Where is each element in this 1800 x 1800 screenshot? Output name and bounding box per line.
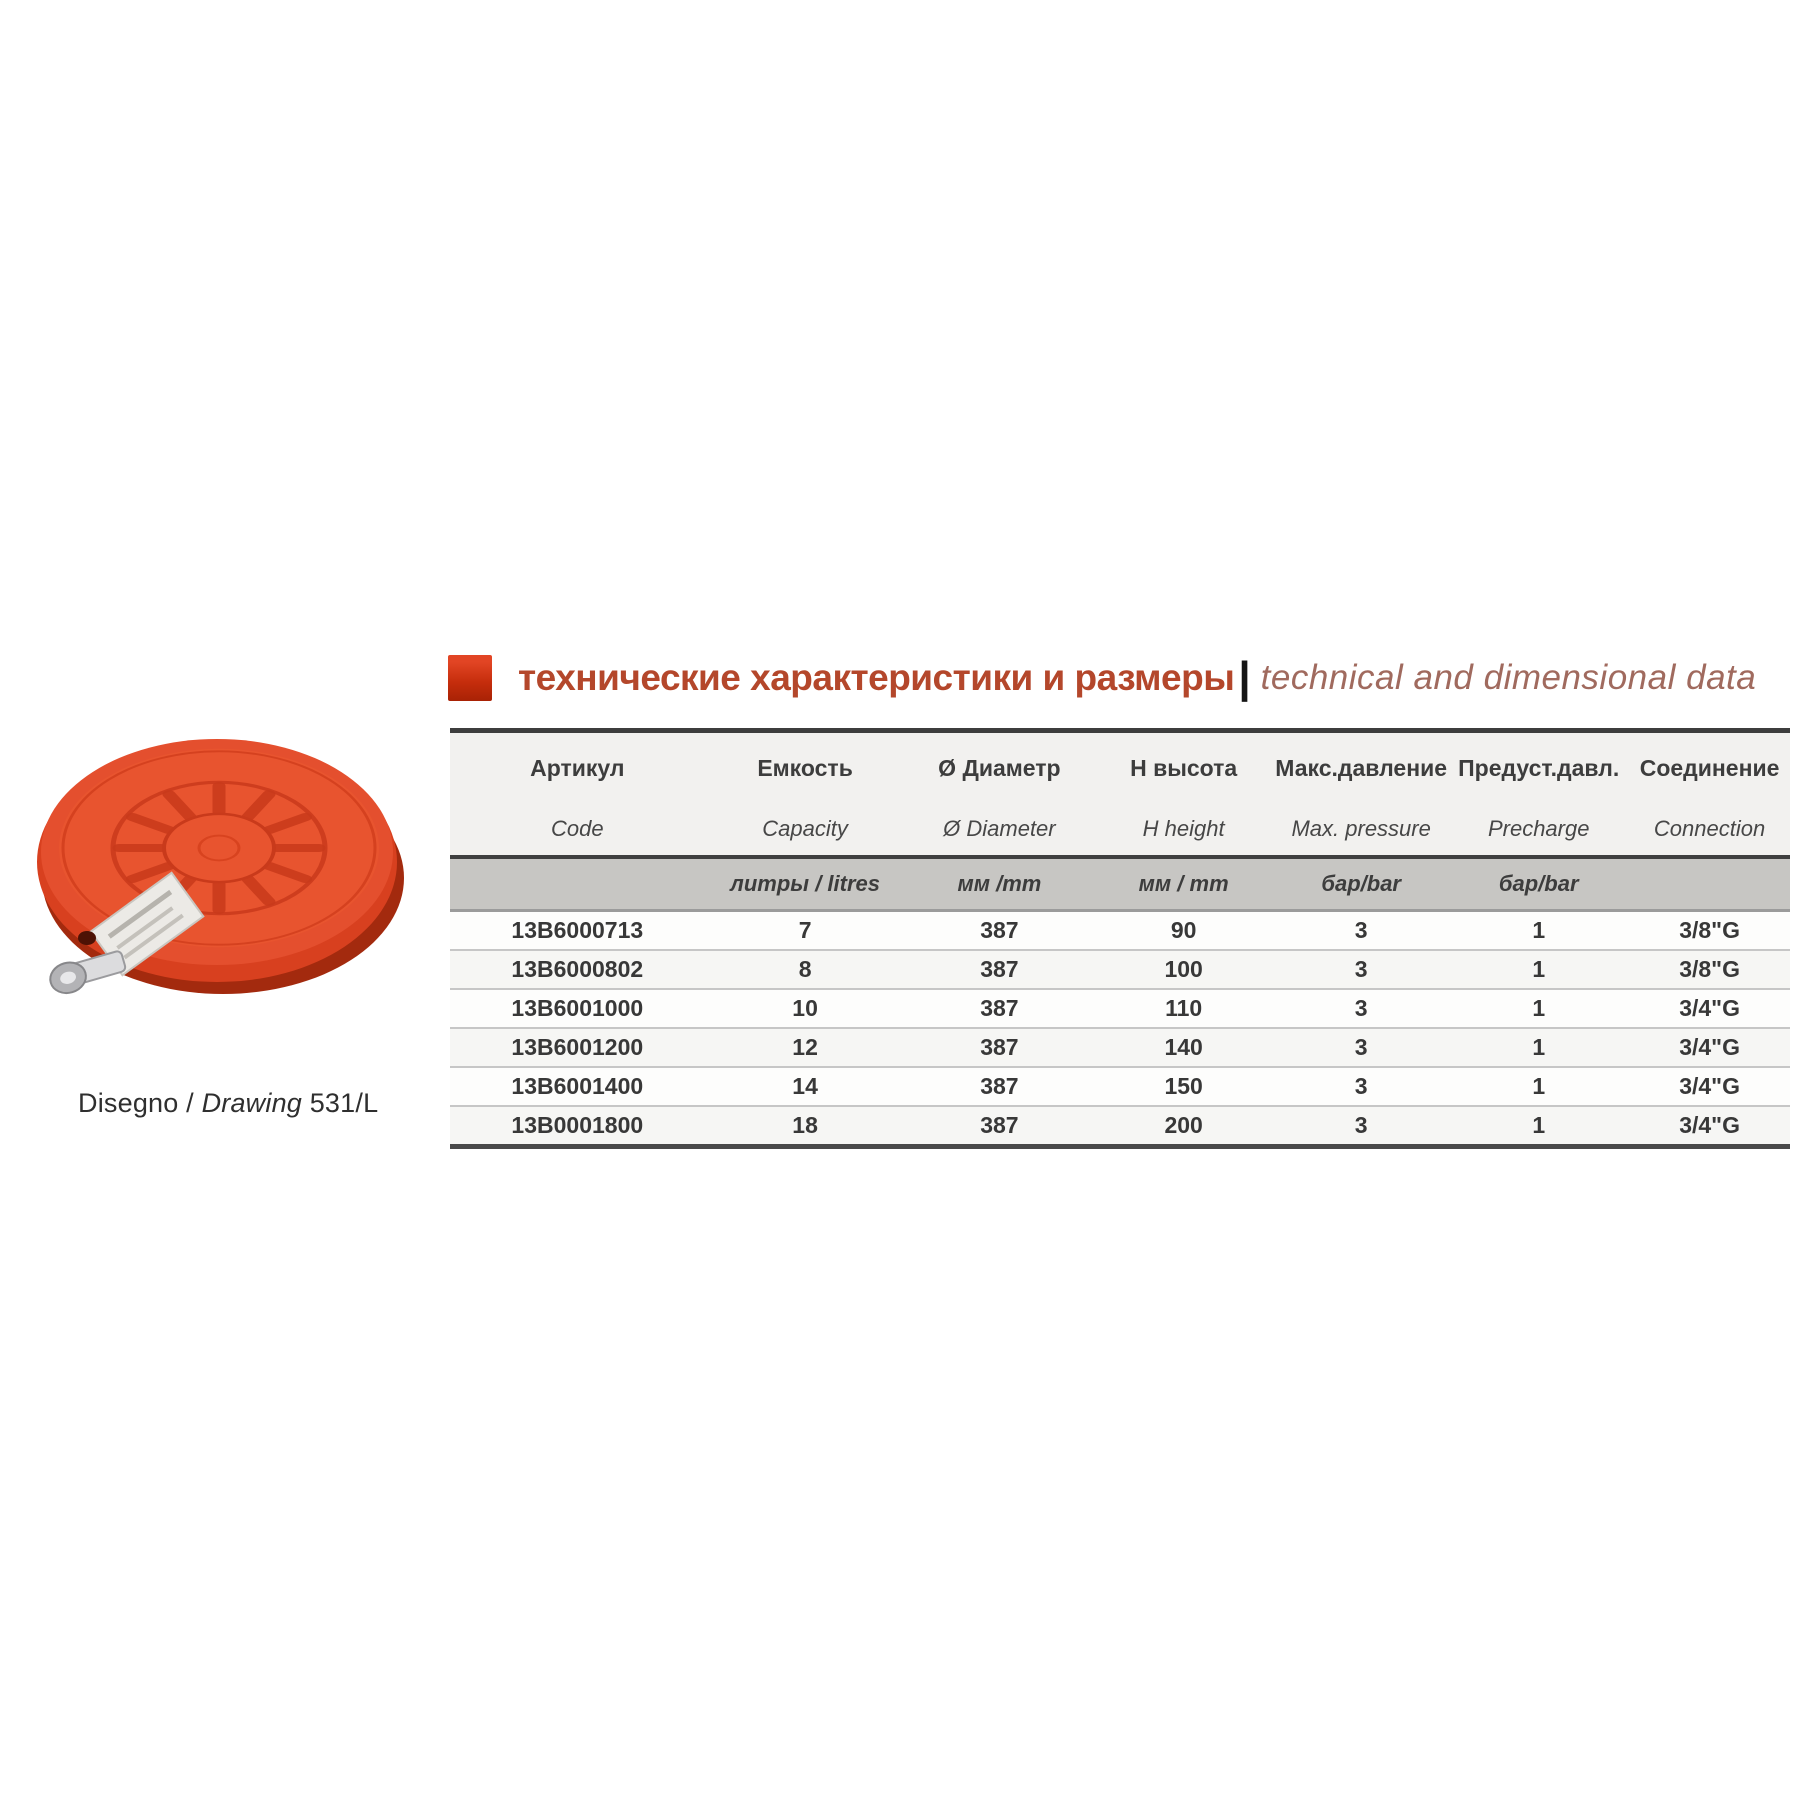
caption-disegno: Disegno / — [78, 1088, 194, 1118]
cell-capacity: 10 — [705, 989, 906, 1028]
cell-capacity: 14 — [705, 1067, 906, 1106]
caption-number: 531/L — [309, 1088, 379, 1118]
expansion-tank-image — [15, 638, 415, 1020]
header-cell-code-ru: Артикул — [450, 731, 705, 804]
cell-code: 13B6000713 — [450, 911, 705, 951]
cell-precharge: 1 — [1448, 1067, 1629, 1106]
units-cell: мм /mm — [906, 857, 1094, 911]
cell-capacity: 7 — [705, 911, 906, 951]
cell-precharge: 1 — [1448, 989, 1629, 1028]
cell-maxpressure: 3 — [1274, 911, 1448, 951]
cell-code: 13B6000802 — [450, 950, 705, 989]
table-header-ru — [450, 731, 1790, 804]
cell-precharge: 1 — [1448, 950, 1629, 989]
table-row — [450, 911, 1790, 951]
cell-code: 13B6001000 — [450, 989, 705, 1028]
header-cell-diameter-en: Ø Diameter — [906, 803, 1094, 857]
units-cell: мм / mm — [1093, 857, 1274, 911]
header-cell-capacity-en: Capacity — [705, 803, 906, 857]
units-cell — [450, 857, 705, 911]
section-bullet-icon — [448, 655, 492, 701]
cell-precharge: 1 — [1448, 1106, 1629, 1147]
cell-connection: 3/4"G — [1629, 1067, 1790, 1106]
cell-code: 13B6001400 — [450, 1067, 705, 1106]
section-header — [448, 650, 1800, 706]
units-cell — [1629, 857, 1790, 911]
table-row — [450, 1028, 1790, 1067]
cell-height: 100 — [1093, 950, 1274, 989]
cell-capacity: 18 — [705, 1106, 906, 1147]
tank-fitting — [47, 947, 128, 997]
table-row — [450, 1067, 1790, 1106]
product-photo — [15, 638, 415, 1020]
cell-height: 140 — [1093, 1028, 1274, 1067]
header-cell-precharge-ru: Предуст.давл. — [1448, 731, 1629, 804]
header-cell-precharge-en: Precharge — [1448, 803, 1629, 857]
header-cell-connection-en: Connection — [1629, 803, 1790, 857]
table-row — [450, 1106, 1790, 1147]
header-cell-code-en: Code — [450, 803, 705, 857]
header-cell-capacity-ru: Емкость — [705, 731, 906, 804]
section-title-en: technical and dimensional data — [1260, 658, 1757, 697]
caption-drawing: Drawing — [201, 1088, 303, 1118]
cell-code: 13B0001800 — [450, 1106, 705, 1147]
units-cell: бар/bar — [1274, 857, 1448, 911]
drawing-caption — [78, 1088, 418, 1119]
cell-diameter: 387 — [906, 1028, 1094, 1067]
cell-maxpressure: 3 — [1274, 989, 1448, 1028]
cell-maxpressure: 3 — [1274, 950, 1448, 989]
header-cell-height-ru: Н высота — [1093, 731, 1274, 804]
header-cell-height-en: H height — [1093, 803, 1274, 857]
cell-precharge: 1 — [1448, 911, 1629, 951]
cell-height: 150 — [1093, 1067, 1274, 1106]
cell-connection: 3/4"G — [1629, 989, 1790, 1028]
table-row — [450, 950, 1790, 989]
table-units-row — [450, 857, 1790, 911]
header-cell-maxpressure-en: Max. pressure — [1274, 803, 1448, 857]
header-cell-diameter-ru: Ø Диаметр — [906, 731, 1094, 804]
cell-code: 13B6001200 — [450, 1028, 705, 1067]
cell-connection: 3/4"G — [1629, 1106, 1790, 1147]
header-cell-connection-ru: Соединение — [1629, 731, 1790, 804]
table-header-en — [450, 803, 1790, 857]
section-title-ru: технические характеристики и размеры — [518, 657, 1235, 698]
cell-height: 90 — [1093, 911, 1274, 951]
table-row — [450, 989, 1790, 1028]
cell-maxpressure: 3 — [1274, 1067, 1448, 1106]
cell-capacity: 12 — [705, 1028, 906, 1067]
cell-diameter: 387 — [906, 911, 1094, 951]
cell-height: 200 — [1093, 1106, 1274, 1147]
cell-connection: 3/8"G — [1629, 911, 1790, 951]
cell-diameter: 387 — [906, 1067, 1094, 1106]
cell-diameter: 387 — [906, 950, 1094, 989]
cell-connection: 3/4"G — [1629, 1028, 1790, 1067]
cell-diameter: 387 — [906, 1106, 1094, 1147]
cell-precharge: 1 — [1448, 1028, 1629, 1067]
cell-height: 110 — [1093, 989, 1274, 1028]
spec-table — [450, 728, 1790, 1149]
tank-emboss-pattern — [59, 749, 379, 947]
cell-connection: 3/8"G — [1629, 950, 1790, 989]
cell-capacity: 8 — [705, 950, 906, 989]
cell-maxpressure: 3 — [1274, 1106, 1448, 1147]
units-cell: бар/bar — [1448, 857, 1629, 911]
units-cell: литры / litres — [705, 857, 906, 911]
cell-maxpressure: 3 — [1274, 1028, 1448, 1067]
tank-valve — [78, 931, 96, 945]
header-cell-maxpressure-ru: Макс.давление — [1274, 731, 1448, 804]
cell-diameter: 387 — [906, 989, 1094, 1028]
title-divider: | — [1238, 653, 1251, 702]
